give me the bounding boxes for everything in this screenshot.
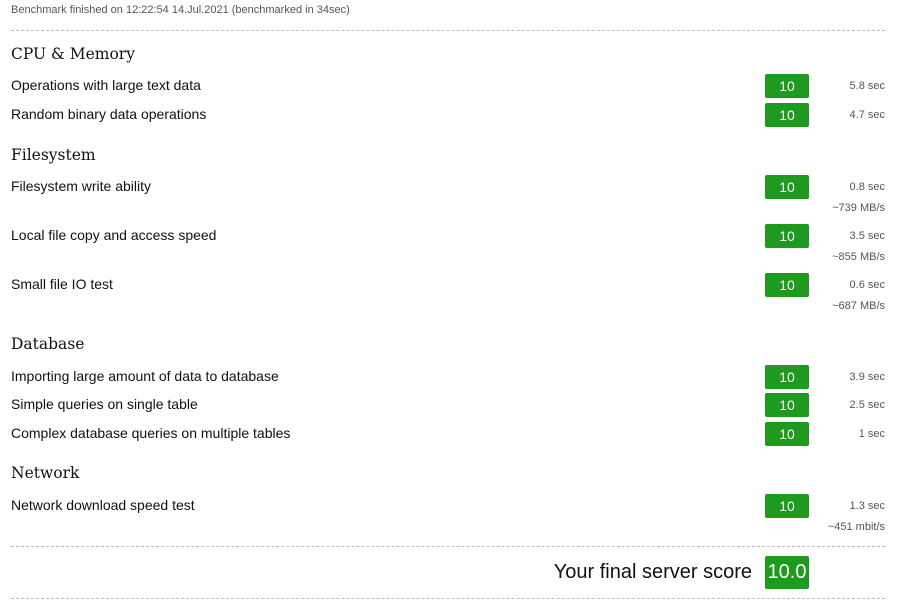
section-title-network: Network xyxy=(11,464,80,482)
test-rate: ~739 MB/s xyxy=(832,202,885,214)
test-label: Operations with large text data xyxy=(11,77,201,93)
test-row-database-import xyxy=(11,365,885,389)
test-time: 2.5 sec xyxy=(849,399,885,411)
section-title-database: Database xyxy=(11,335,85,353)
test-label: Filesystem write ability xyxy=(11,178,152,194)
test-row-simple-queries xyxy=(11,393,885,417)
test-row-filesystem-write xyxy=(11,175,885,214)
test-rate: ~687 MB/s xyxy=(832,300,885,312)
test-row-binary-data xyxy=(11,103,885,127)
test-time: 4.7 sec xyxy=(849,109,885,121)
test-row-large-text xyxy=(11,74,885,98)
test-time: 1 sec xyxy=(858,428,885,440)
score-badge: 10 xyxy=(765,365,809,389)
final-divider-top xyxy=(11,546,885,547)
test-rate: ~855 MB/s xyxy=(832,251,885,263)
test-time: 5.8 sec xyxy=(849,80,885,92)
test-label: Local file copy and access speed xyxy=(11,227,217,243)
test-time: 1.3 sec xyxy=(849,500,885,512)
header-divider xyxy=(11,30,885,31)
test-label: Complex database queries on multiple tables xyxy=(11,425,291,441)
test-rate: ~451 mbit/s xyxy=(827,521,885,533)
test-row-complex-queries xyxy=(11,422,885,446)
test-label: Small file IO test xyxy=(11,276,113,292)
score-badge: 10 xyxy=(765,103,809,127)
benchmark-info: Benchmark finished on 12:22:54 14.Jul.2021 (benchmarked in 34sec) xyxy=(11,4,350,16)
benchmark-results xyxy=(11,0,885,606)
test-row-network-download xyxy=(11,494,885,533)
score-badge: 10 xyxy=(765,494,809,518)
score-badge: 10 xyxy=(765,273,809,297)
score-badge: 10 xyxy=(765,393,809,417)
test-time: 3.9 sec xyxy=(849,371,885,383)
test-time: 0.8 sec xyxy=(849,181,885,193)
test-time: 3.5 sec xyxy=(849,230,885,242)
final-score-label: Your final server score xyxy=(553,561,752,583)
test-label: Importing large amount of data to database xyxy=(11,368,279,384)
test-row-small-file-io xyxy=(11,273,885,312)
score-badge: 10 xyxy=(765,74,809,98)
score-badge: 10 xyxy=(765,175,809,199)
final-score-badge: 10.0 xyxy=(765,556,809,589)
test-row-file-copy xyxy=(11,224,885,263)
test-label: Random binary data operations xyxy=(11,106,207,122)
section-title-filesystem: Filesystem xyxy=(11,146,96,164)
test-time: 0.6 sec xyxy=(849,279,885,291)
section-title-cpu-memory: CPU & Memory xyxy=(11,45,135,63)
score-badge: 10 xyxy=(765,224,809,248)
score-badge: 10 xyxy=(765,422,809,446)
test-label: Network download speed test xyxy=(11,497,195,513)
test-label: Simple queries on single table xyxy=(11,396,198,412)
final-divider-bottom xyxy=(11,598,885,599)
